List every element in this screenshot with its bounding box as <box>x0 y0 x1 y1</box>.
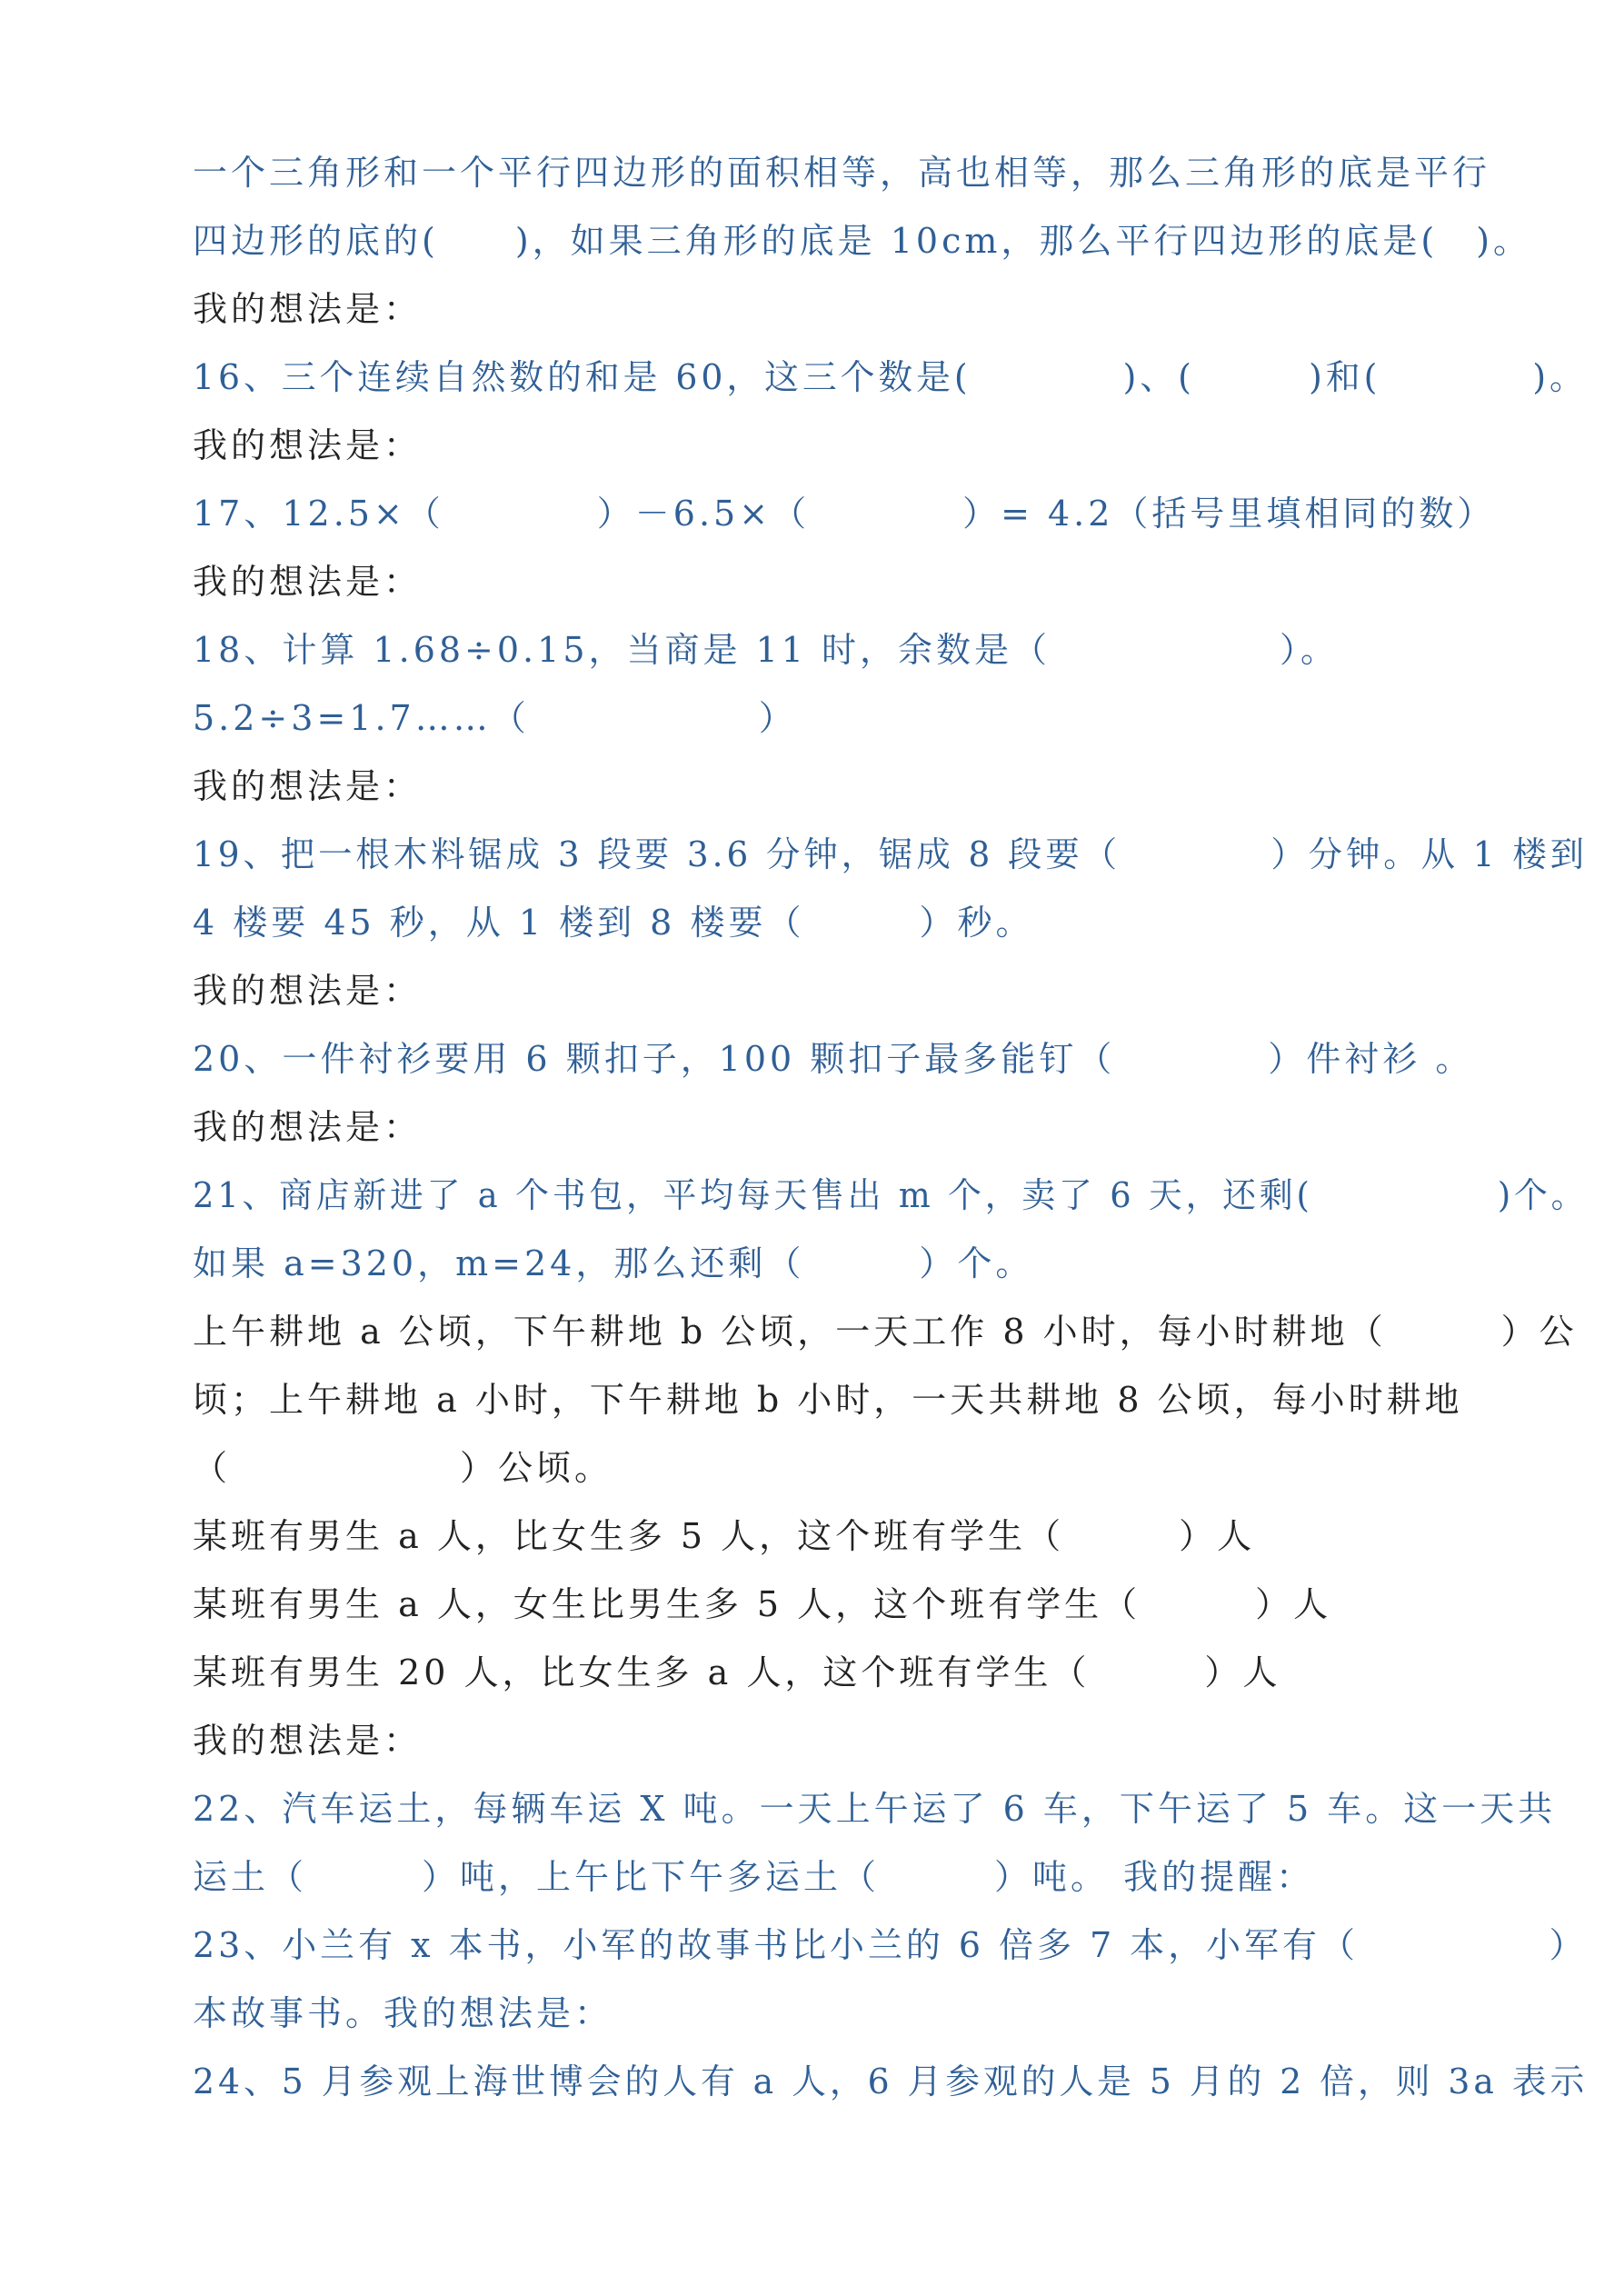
my-idea-label: 我的想法是： <box>193 971 423 1011</box>
problem-22-line-2: 运土（ ）吨，上午比下午多运土（ ）吨。 我的提醒： <box>193 1857 1315 1897</box>
problem-17: 17、12.5×（ ）－6.5×（ ）= 4.2（括号里填相同的数） <box>193 494 1496 534</box>
problem-16: 16、三个连续自然数的和是 60，这三个数是( )、( )和( )。 <box>193 357 1588 397</box>
problem-22-line-1: 22、汽车运土，每辆车运 X 吨。一天上午运了 6 车，下午运了 5 车。这一天共 <box>193 1789 1557 1829</box>
problem-18-line-1: 18、计算 1.68÷0.15，当商是 11 时，余数是（ ）。 <box>193 630 1340 670</box>
problem-21-line-8: 某班有男生 20 人，比女生多 a 人，这个班有学生（ ）人 <box>193 1652 1281 1692</box>
my-idea-label: 我的想法是： <box>193 562 423 602</box>
problem-21-line-7: 某班有男生 a 人，女生比男生多 5 人，这个班有学生（ ）人 <box>193 1584 1332 1624</box>
problem-23-line-1: 23、小兰有 x 本书，小军的故事书比小兰的 6 倍多 7 本，小军有（ ） <box>193 1925 1588 1965</box>
problem-21-line-1: 21、商店新进了 a 个书包，平均每天售出 m 个，卖了 6 天，还剩( )个。 <box>193 1175 1589 1215</box>
my-idea-label: 我的想法是： <box>193 766 423 806</box>
problem-21-line-2: 如果 a=320，m=24，那么还剩（ ）个。 <box>193 1243 1034 1283</box>
problem-24-line-1: 24、5 月参观上海世博会的人有 a 人，6 月参观的人是 5 月的 2 倍，则 3a 表示 <box>193 2061 1589 2101</box>
my-idea-label: 我的想法是： <box>193 289 423 329</box>
problem-18-line-2: 5.2÷3=1.7……（ ） <box>193 698 797 738</box>
my-idea-label: 我的想法是： <box>193 1721 423 1761</box>
problem-21-line-3: 上午耕地 a 公顷，下午耕地 b 公顷，一天工作 8 小时，每小时耕地（ ）公 <box>193 1312 1578 1352</box>
problem-21-line-5: （ ）公顷。 <box>193 1448 613 1488</box>
problem-20: 20、一件衬衫要用 6 颗扣子，100 颗扣子最多能钉（ ）件衬衫 。 <box>193 1039 1474 1079</box>
problem-21-line-6: 某班有男生 a 人，比女生多 5 人，这个班有学生（ ）人 <box>193 1516 1256 1556</box>
problem-19-line-1: 19、把一根木料锯成 3 段要 3.6 分钟，锯成 8 段要（ ）分钟。从 1 楼到 <box>193 834 1588 874</box>
problem-23-line-2: 本故事书。我的想法是： <box>193 1993 613 2033</box>
problem-15-line-1: 一个三角形和一个平行四边形的面积相等，高也相等，那么三角形的底是平行 <box>193 153 1491 193</box>
my-idea-label: 我的想法是： <box>193 1107 423 1147</box>
problem-21-line-4: 顷；上午耕地 a 小时，下午耕地 b 小时，一天共耕地 8 公顷，每小时耕地 <box>193 1380 1463 1420</box>
my-idea-label: 我的想法是： <box>193 425 423 465</box>
problem-15-line-2: 四边形的底的( )，如果三角形的底是 10cm，那么平行四边形的底是( )。 <box>193 221 1532 261</box>
problem-19-line-2: 4 楼要 45 秒，从 1 楼到 8 楼要（ ）秒。 <box>193 903 1034 943</box>
